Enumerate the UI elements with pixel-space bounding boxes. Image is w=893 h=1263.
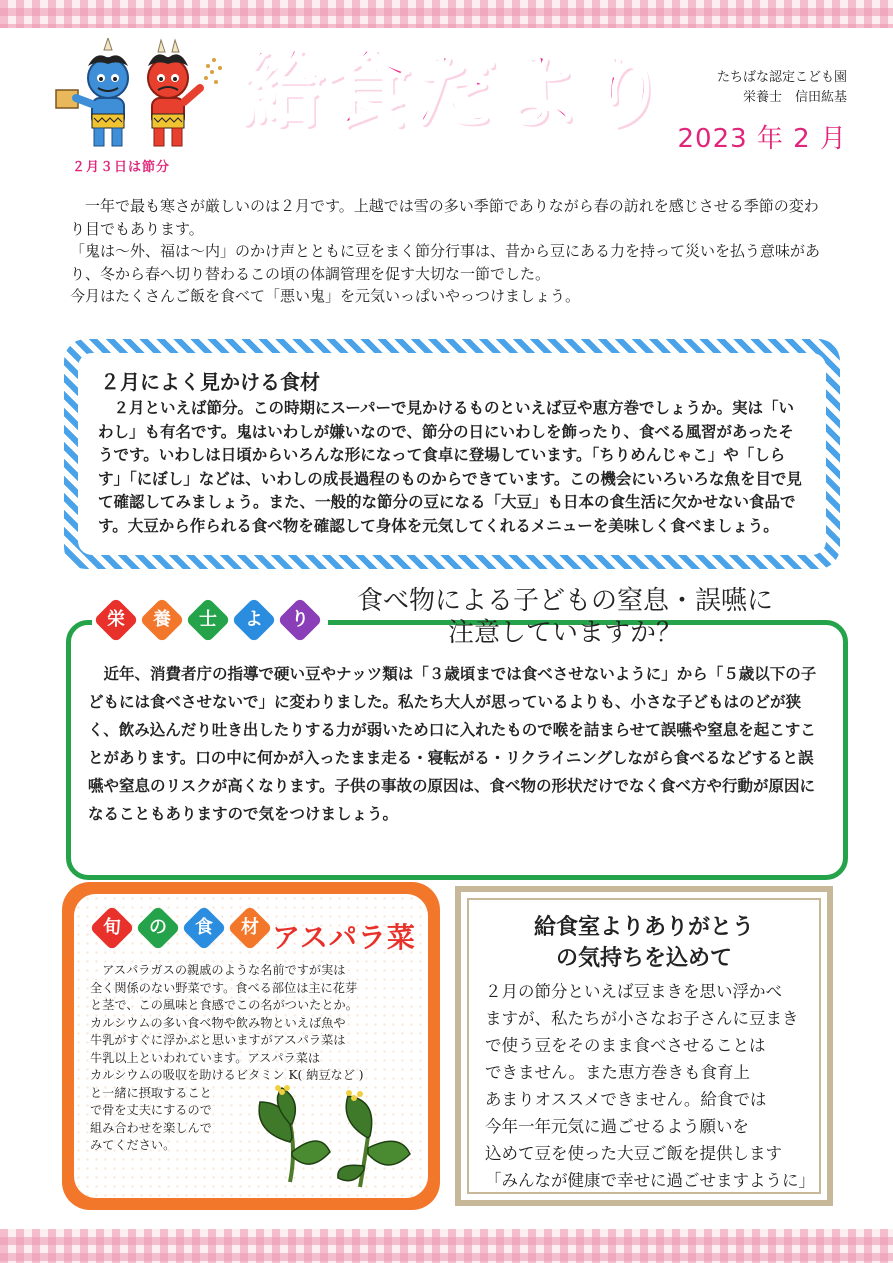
badge-diamond: 材 bbox=[228, 906, 272, 950]
badge-diamond: 栄 bbox=[94, 598, 138, 642]
nutritionist-body: 近年、消費者庁の指導で硬い豆やナッツ類は「３歳頃までは食べさせないように」から「５歳以下の子どもには食べさせないで」に変わりました。私たち大人が思っているよりも、小さな子どもはのどが狭く、飲み込んだり吐き出したりする力が弱いため口に入れたもので喉を詰まらせて誤嚥や窒息を起こすことがあります。口の中に何かが入ったまま走る・寝転がる・リクライニングしながら食べるなどすると誤嚥や窒息のリスクが高くなります。子供の事故の原因は、食べ物の形状だけでなく食べ方や行動が原因になることもありますので気をつけましょう。 bbox=[88, 665, 817, 823]
seasonal-line: 組み合わせを楽しんで bbox=[90, 1120, 212, 1135]
kitchen-line: 今年一年元気に過ごせるよう願いを bbox=[485, 1117, 749, 1136]
leaf-vegetable-icon bbox=[250, 1082, 420, 1192]
kitchen-line: ２月の節分といえば豆まきを思い浮かべ bbox=[485, 982, 782, 1001]
seasonal-line: 全く関係のない野菜です。食べる部位は主に花芽 bbox=[90, 980, 358, 995]
intro-text bbox=[70, 195, 830, 308]
kitchen-line: 「みんなが健康で幸せに過ごせますように」 bbox=[485, 1171, 815, 1190]
seasonal-badge bbox=[90, 906, 272, 950]
kitchen-line: で使う豆をそのまま食べさせることは bbox=[485, 1036, 766, 1055]
kitchen-line: ますが、私たちが小さなお子さんに豆まき bbox=[485, 1009, 799, 1028]
organization-info bbox=[717, 68, 847, 108]
kitchen-title bbox=[470, 912, 818, 974]
foods-body: ２月といえば節分。この時期にスーパーで見かけるものといえば豆や恵方巻でしょうか。実は「いわし」も有名です。鬼はいわしが嫌いなので、節分の日にいわしを飾ったり、食べる風習があったそうです。いわしは日頃からいろんな形になって食卓に登場しています。「ちりめんじゃこ」や「しらす」「にぼし」などは、いわしの成長過程のものからできています。この機会にいろいろな魚を目で見て確認してみましょう。また、一般的な節分の豆になる「大豆」も日本の食生活に欠かせない食品です。大豆から作られる食べ物を確認して身体を元気してくれるメニューを美味しく食べましょう。 bbox=[98, 399, 802, 535]
author: 栄養士 信田紘基 bbox=[742, 90, 847, 105]
foods-title: ２月によく見かける食材 bbox=[100, 370, 320, 394]
seasonal-line: と茎で、この風味と食感でこの名がついたとか。 bbox=[90, 998, 358, 1012]
intro-line: 一年で最も寒さが厳しいのは２月です。上越では雪の多い季節でありながら春の訪れを感じさせる季節の変わり目でもあります。 bbox=[70, 197, 819, 238]
oni-illustration bbox=[48, 38, 228, 158]
badge-diamond: の bbox=[136, 906, 180, 950]
nutritionist-title-line: 食べ物による子どもの窒息・誤嚥に bbox=[356, 586, 773, 616]
kitchen-title-line: 給食室よりありがとう bbox=[533, 915, 754, 940]
badge-diamond: 養 bbox=[140, 598, 184, 642]
badge-diamond: 食 bbox=[182, 906, 226, 950]
seasonal-line: で骨を丈夫にするので bbox=[90, 1103, 212, 1117]
nutritionist-title bbox=[335, 585, 795, 649]
seasonal-line: みてください。 bbox=[90, 1138, 176, 1152]
issue-date: 2023 年 2 月 bbox=[677, 124, 847, 154]
badge-diamond: 旬 bbox=[90, 906, 134, 950]
kitchen-line: できません。また恵方巻きも食育上 bbox=[485, 1063, 750, 1082]
intro-line: 今月はたくさんご飯を食べて「悪い鬼」を元気いっぱいやっつけましょう。 bbox=[70, 287, 581, 305]
top-border bbox=[0, 0, 893, 28]
badge-diamond: よ bbox=[232, 598, 276, 642]
seasonal-line: 牛乳がすぐに浮かぶと思いますがアスパラ菜は bbox=[90, 1033, 346, 1047]
seasonal-line: カルシウムの多い食べ物や飲み物といえば魚や bbox=[90, 1015, 346, 1030]
seasonal-line: と一緒に摂取すること bbox=[90, 1085, 212, 1100]
oni-caption: ２月３日は節分 bbox=[72, 160, 171, 175]
oni-icon bbox=[48, 38, 228, 158]
kitchen-body bbox=[485, 978, 815, 1194]
bottom-border bbox=[0, 1229, 893, 1263]
seasonal-line: 牛乳以上といわれています。アスパラ菜は bbox=[90, 1050, 321, 1065]
badge-diamond: 士 bbox=[186, 598, 230, 642]
kitchen-line: あまりオススメできません。給食では bbox=[485, 1090, 767, 1109]
kitchen-line: 込めて豆を使った大豆ご飯を提供します bbox=[485, 1144, 782, 1163]
seasonal-line: カルシウムの吸収を助けるビタミン K( 納豆など ) bbox=[90, 1068, 364, 1082]
badge-diamond: り bbox=[278, 598, 322, 642]
seasonal-vegetable-name: アスパラ菜 bbox=[272, 921, 416, 954]
kitchen-title-line: の気持ちを込めて bbox=[555, 946, 732, 971]
asparagus-na-illustration bbox=[250, 1082, 420, 1192]
intro-line: 「鬼は〜外、福は〜内」のかけ声とともに豆をまく節分行事は、昔から豆にある力を持って災いを払う意味があり、冬から春へ切り替わるこの頃の体調管理を促す大切な一節でした。 bbox=[70, 242, 821, 283]
org-name: たちばな認定こども園 bbox=[716, 70, 847, 85]
nutritionist-badge bbox=[94, 598, 322, 642]
nutritionist-title-line: 注意していますか？ bbox=[447, 618, 682, 648]
seasonal-line: アスパラガスの親戚のような名前ですが実は bbox=[90, 963, 346, 977]
page-title: 給食だより bbox=[240, 41, 671, 139]
